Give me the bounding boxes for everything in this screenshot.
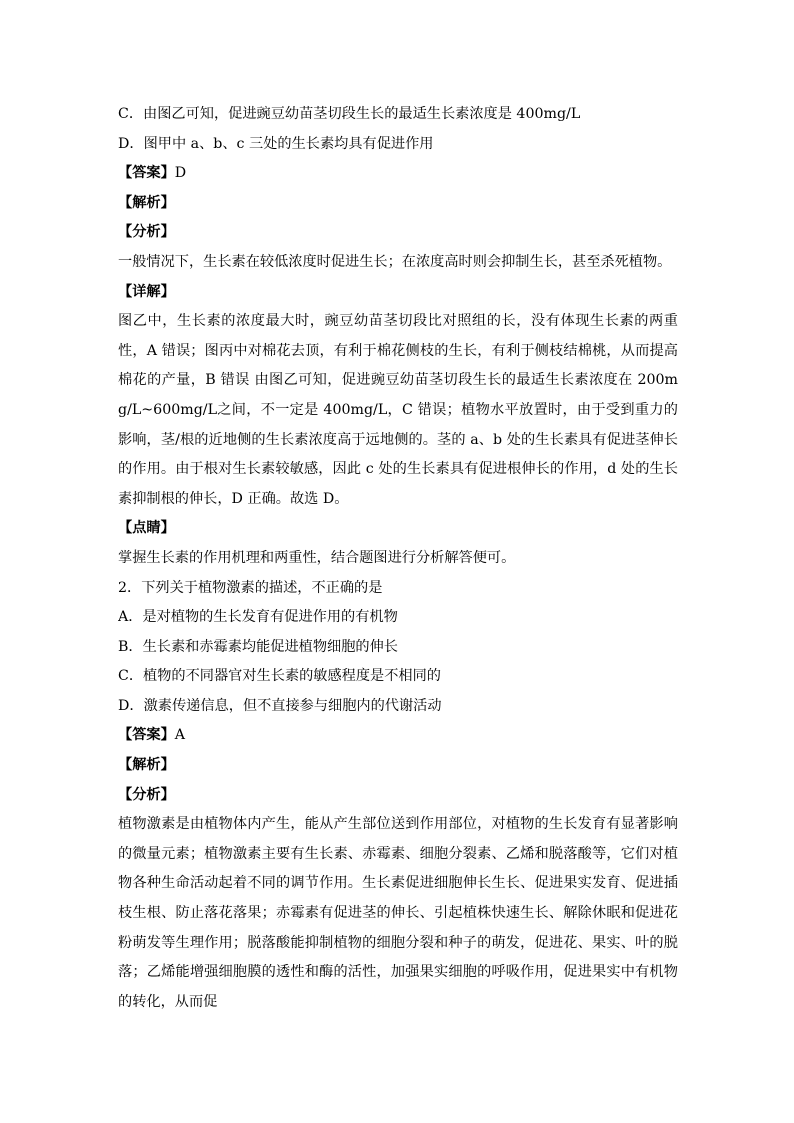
q1-jiexi-tag: 【解析】 [118,194,175,211]
answer-value: A [174,727,186,744]
answer-tag: 【答案】 [118,165,175,182]
q2-fenxi-text: 植物激素是由植物体内产生，能从产生部位送到作用部位，对植物的生长发育有显著影响的微量元素；植物激素主要有生长素、赤霉素、细胞分裂素、乙烯和脱落酸等，它们对植物各种生命活动起着不同的调节作用。生长素促进细胞伸长生长、促进果实发育、促进插枝生根、防止落花落果；赤霉素有促进茎的伸长、引起植株快速生长、解除休眠和促进花粉萌发等生理作用；脱落酸能抑制植物的细胞分裂和种子的萌发，促进花、果实、叶的脱落；乙烯能增强细胞膜的透性和酶的活性，加强果实细胞的呼吸作用，促进果实中有机物的转化，从而促 [118,816,678,1010]
document-page [118,100,678,1017]
q1-xiangjie-text: 图乙中，生长素的浓度最大时，豌豆幼苗茎切段比对照组的长，没有体现生长素的两重性，A 错误；图丙中对棉花去顶，有利于棉花侧枝的生长，有利于侧枝结棉桃，从而提高棉花的产量，B 错误 由图乙可知，促进豌豆幼苗茎切段生长的最适生长素浓度在 200mg/L~600mg/L之间，不一定是 400mg/L，C 错误；植物水平放置时，由于受到重力的影响，茎/根的近地侧的生长素浓度高于远地侧的。茎的 a、b 处的生长素具有促进茎伸长的作用。由于根对生长素较敏感，因此 c 处的生长素具有促进根伸长的作用，d 处的生长素抑制根的伸长，D 正确。故选 D。 [118,313,678,507]
q1-dianjing-tag: 【点睛】 [118,520,175,537]
q1-xiangjie-tag: 【详解】 [118,283,175,300]
q2-jiexi-tag: 【解析】 [118,757,175,774]
q2-option-d: D．激素传递信息，但不直接参与细胞内的代谢活动 [118,697,442,714]
q1-answer-line [118,159,678,189]
q2-stem: 2．下列关于植物激素的描述，不正确的是 [118,579,383,596]
q2-option-b: B．生长素和赤霉素均能促进植物细胞的伸长 [118,638,398,655]
q1-dianjing-text: 掌握生长素的作用机理和两重性，结合题图进行分析解答便可。 [118,549,516,566]
q2-answer-line [118,721,678,751]
q1-fenxi-tag: 【分析】 [118,224,175,241]
q1-option-c: C．由图乙可知，促进豌豆幼苗茎切段生长的最适生长素浓度是 400mg/L [118,106,581,122]
q2-fenxi-tag: 【分析】 [118,786,175,803]
q1-option-d: D．图甲中 a、b、c 三处的生长素均具有促进作用 [118,135,434,152]
q2-option-c: C．植物的不同器官对生长素的敏感程度是不相同的 [118,668,441,685]
q2-option-a: A．是对植物的生长发育有促进作用的有机物 [118,609,398,626]
answer-value: D [174,165,187,182]
q1-fenxi-text: 一般情况下，生长素在较低浓度时促进生长；在浓度高时则会抑制生长，甚至杀死植物。 [118,253,672,270]
answer-tag: 【答案】 [118,727,175,744]
